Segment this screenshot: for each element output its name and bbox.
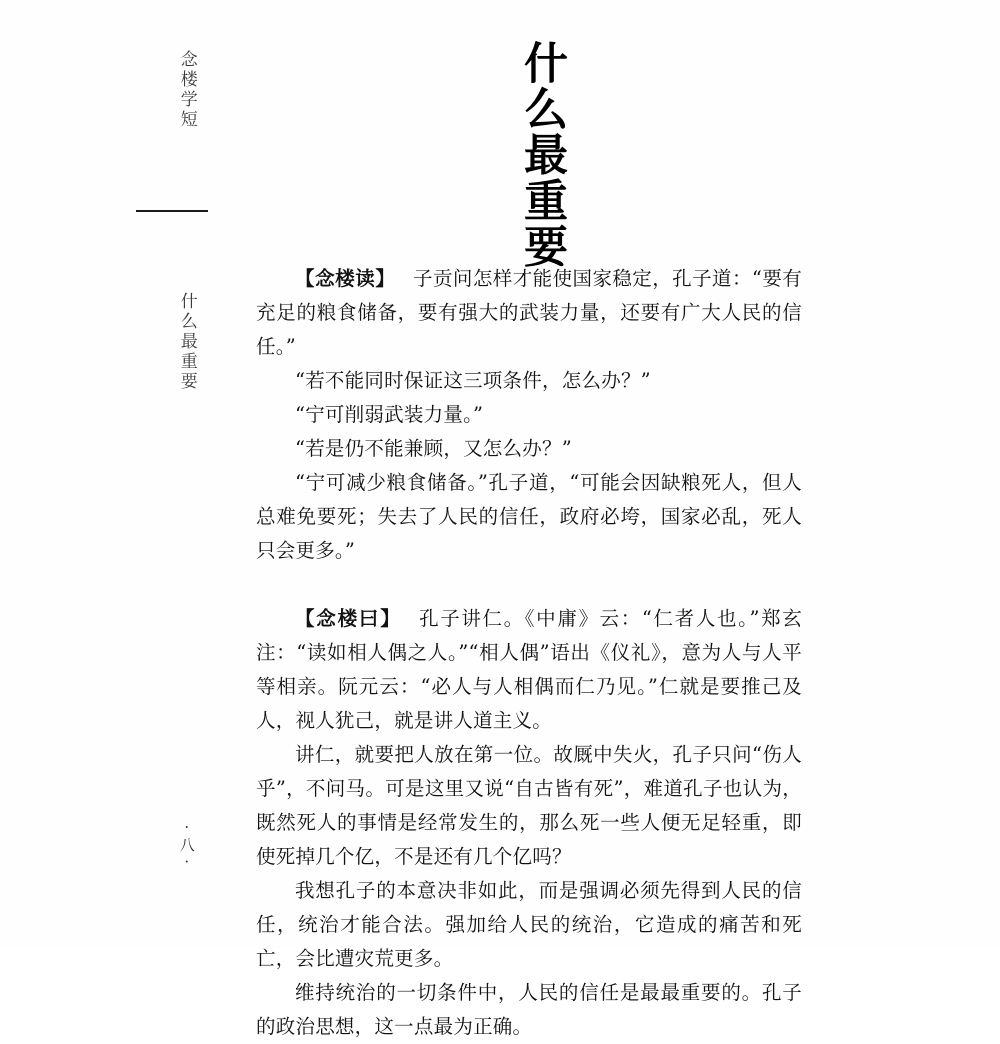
section-opening-paragraph (256, 602, 802, 738)
running-head: 念楼学短 (176, 50, 197, 131)
dialogue-line: “宁可减少粮食储备。”孔子道，“可能会因缺粮死人，但人总难免要死；失去了人民的信任，政府必垮，国家必乱，死人只会更多。” (256, 471, 802, 562)
page-number: ·八· (177, 818, 196, 872)
margin-divider-rule (136, 210, 208, 212)
page-title: 什么最重要 (516, 40, 567, 269)
body-text-column (256, 262, 802, 1044)
section-label-nianlou-du: 【念楼读】 (295, 267, 396, 290)
margin-column (160, 0, 212, 948)
dialogue-line: “若不能同时保证这三项条件，怎么办？” (295, 369, 651, 392)
paragraph-text: 孔子讲仁。《中庸》云：“仁者人也。”郑玄注：“读如相人偶之人。”“相人偶”语出《仪礼》，意为人与人平等相亲。阮元云：“必人与人相偶而仁乃见。”仁就是要推己及人，视人犹己，就是讲人道主义。 (256, 607, 802, 732)
dialogue-line: “宁可削弱武装力量。” (295, 403, 484, 426)
body-paragraph: 讲仁，就要把人放在第一位。故厩中失火，孔子只问“伤人乎”，不问马。可是这里又说“自古皆有死”，难道孔子也认为，既然死人的事情是经常发生的，那么死一些人便无足轻重，即使死掉几个亿，不是还有几个亿吗？ (256, 743, 802, 868)
section-spacer (256, 568, 802, 602)
section-opening-paragraph (256, 262, 802, 364)
body-paragraph: 我想孔子的本意决非如此，而是强调必须先得到人民的信任，统治才能合法。强加给人民的统治，它造成的痛苦和死亡，会比遭灾荒更多。 (256, 879, 802, 970)
section-label-nianlou-yue: 【念楼曰】 (295, 607, 402, 630)
body-paragraph: 维持统治的一切条件中，人民的信任是最最重要的。孔子的政治思想，这一点最为正确。 (256, 981, 802, 1038)
dialogue-line: “若是仍不能兼顾，又怎么办？” (295, 437, 572, 460)
paragraph-text: 子贡问怎样才能使国家稳定，孔子道：“要有充足的粮食储备，要有强大的武装力量，还要有广大人民的信任。” (256, 267, 802, 358)
chapter-running-title: 什么最重要 (176, 292, 197, 393)
